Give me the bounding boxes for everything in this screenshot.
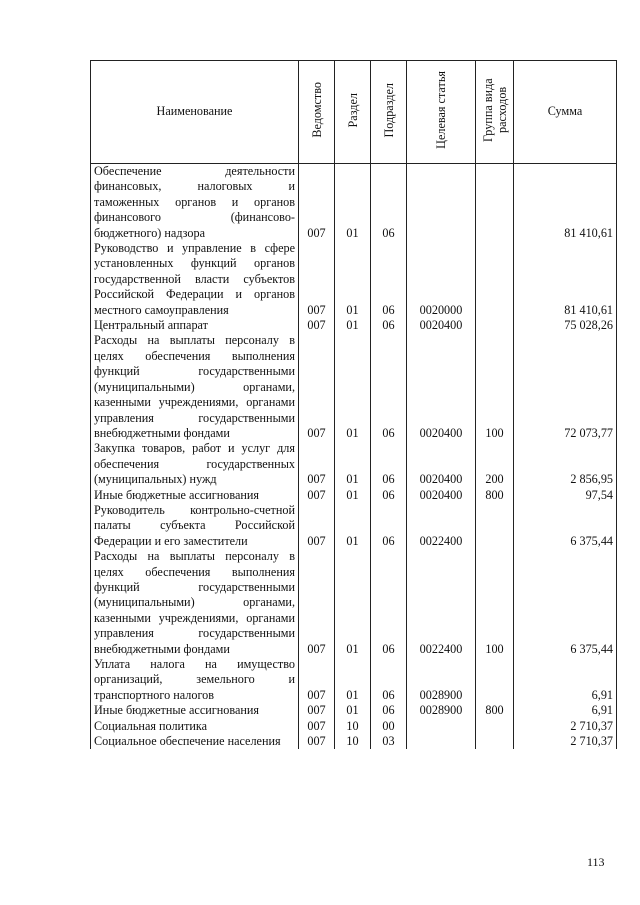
cell-target: 0020400 [407,333,476,441]
cell-exp-group: 100 [476,549,514,657]
cell-exp-group [476,657,514,703]
cell-sum: 6 375,44 [514,503,617,549]
cell-subsection: 06 [371,241,407,318]
cell-section: 10 [335,719,371,734]
cell-subsection: 06 [371,488,407,503]
cell-exp-group: 100 [476,333,514,441]
cell-dept: 007 [299,488,335,503]
header-subsection: Подраздел [371,61,407,164]
cell-section: 01 [335,441,371,487]
table-row [91,241,617,318]
cell-subsection: 00 [371,719,407,734]
cell-sum: 81 410,61 [514,164,617,242]
cell-exp-group [476,719,514,734]
cell-sum: 6,91 [514,657,617,703]
budget-table [90,60,617,749]
cell-target: 0022400 [407,549,476,657]
cell-subsection: 06 [371,318,407,333]
cell-name: Уплата налога на имущество организаций, земельного и транспортного налогов [91,657,299,703]
table-row [91,164,617,242]
cell-dept: 007 [299,164,335,242]
cell-target [407,164,476,242]
page-number: 113 [587,855,605,869]
cell-subsection: 03 [371,734,407,749]
cell-target: 0020400 [407,318,476,333]
cell-name: Обеспечение деятельности финансовых, налоговых и таможенных органов и органов финансового (финансово-бюджетного) надзора [91,164,299,242]
cell-section: 01 [335,549,371,657]
header-exp-group: Группа вида расходов [476,61,514,164]
cell-name: Руководство и управление в сфере установленных функций органов государственной власти субъектов Российской Федерации и органов местного самоуправления [91,241,299,318]
header-dept: Ведомство [299,61,335,164]
cell-dept: 007 [299,318,335,333]
cell-name: Руководитель контрольно-счетной палаты субъекта Российской Федерации и его заместители [91,503,299,549]
header-name: Наименование [91,61,299,164]
cell-name: Иные бюджетные ассигнования [91,703,299,718]
table-row [91,488,617,503]
cell-exp-group: 800 [476,488,514,503]
cell-name: Расходы на выплаты персоналу в целях обеспечения выполнения функций государственными (муниципальными) органами, казенными учреждениями, органами управления государственными внебюджетными фондами [91,333,299,441]
cell-sum: 6,91 [514,703,617,718]
cell-exp-group: 800 [476,703,514,718]
cell-subsection: 06 [371,657,407,703]
cell-dept: 007 [299,734,335,749]
cell-section: 01 [335,503,371,549]
header-section: Раздел [335,61,371,164]
table-row [91,503,617,549]
table-row [91,441,617,487]
cell-sum: 75 028,26 [514,318,617,333]
cell-sum: 2 710,37 [514,734,617,749]
cell-dept: 007 [299,441,335,487]
cell-section: 01 [335,657,371,703]
cell-dept: 007 [299,657,335,703]
table-row [91,549,617,657]
cell-exp-group [476,164,514,242]
cell-exp-group [476,734,514,749]
cell-subsection: 06 [371,503,407,549]
cell-name: Социальная политика [91,719,299,734]
cell-section: 01 [335,164,371,242]
cell-target [407,719,476,734]
cell-subsection: 06 [371,333,407,441]
cell-target: 0028900 [407,657,476,703]
cell-dept: 007 [299,549,335,657]
cell-dept: 007 [299,333,335,441]
cell-target: 0028900 [407,703,476,718]
cell-exp-group: 200 [476,441,514,487]
cell-target: 0022400 [407,503,476,549]
cell-sum: 2 856,95 [514,441,617,487]
cell-dept: 007 [299,703,335,718]
table-header-row [91,61,617,164]
table-row [91,703,617,718]
cell-dept: 007 [299,719,335,734]
cell-exp-group [476,503,514,549]
cell-sum: 81 410,61 [514,241,617,318]
cell-section: 01 [335,488,371,503]
cell-section: 01 [335,703,371,718]
cell-section: 10 [335,734,371,749]
header-target: Целевая статья [407,61,476,164]
cell-section: 01 [335,333,371,441]
table-row [91,657,617,703]
cell-sum: 6 375,44 [514,549,617,657]
cell-name: Иные бюджетные ассигнования [91,488,299,503]
cell-name: Центральный аппарат [91,318,299,333]
cell-name: Расходы на выплаты персоналу в целях обеспечения выполнения функций государственными (муниципальными) органами, казенными учреждениями, органами управления государственными внебюджетными фондами [91,549,299,657]
cell-sum: 72 073,77 [514,333,617,441]
cell-target: 0020400 [407,441,476,487]
cell-name: Социальное обеспечение населения [91,734,299,749]
cell-dept: 007 [299,503,335,549]
cell-name: Закупка товаров, работ и услуг для обеспечения государственных (муниципальных) нужд [91,441,299,487]
cell-subsection: 06 [371,549,407,657]
cell-subsection: 06 [371,703,407,718]
cell-sum: 2 710,37 [514,719,617,734]
cell-exp-group [476,241,514,318]
table-row [91,318,617,333]
cell-subsection: 06 [371,441,407,487]
table-row [91,719,617,734]
cell-dept: 007 [299,241,335,318]
cell-target: 0020000 [407,241,476,318]
cell-section: 01 [335,318,371,333]
header-sum: Сумма [514,61,617,164]
cell-sum: 97,54 [514,488,617,503]
table-row [91,333,617,441]
table-row [91,734,617,749]
cell-section: 01 [335,241,371,318]
cell-target: 0020400 [407,488,476,503]
cell-target [407,734,476,749]
cell-subsection: 06 [371,164,407,242]
cell-exp-group [476,318,514,333]
